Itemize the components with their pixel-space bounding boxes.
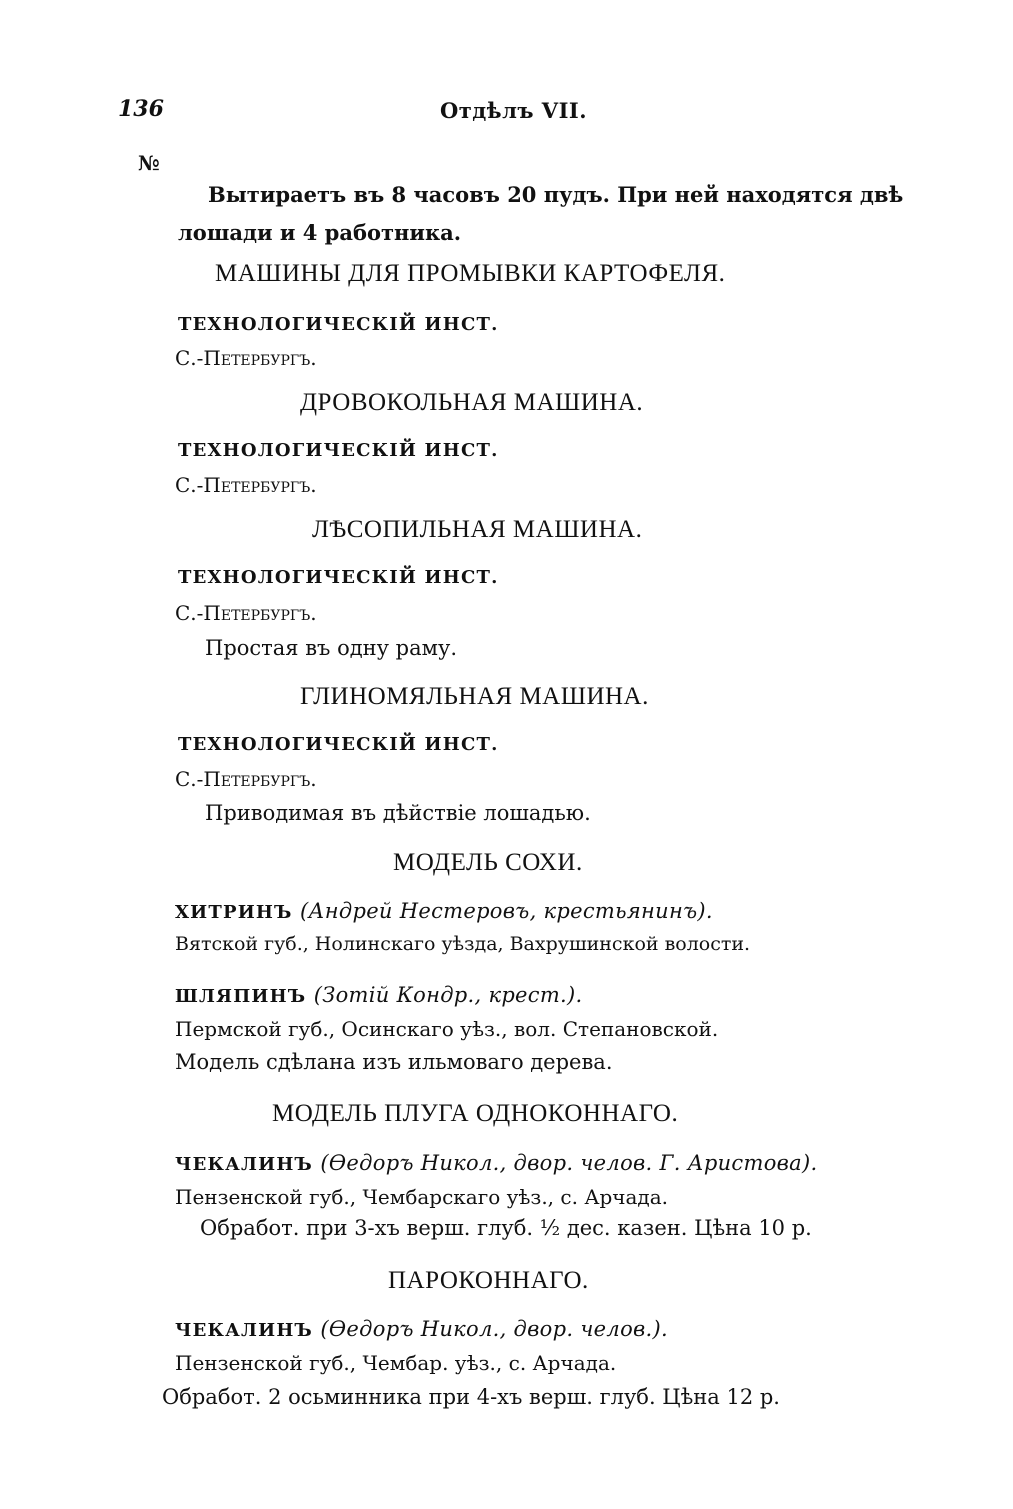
exhibitor-name: ТЕХНОЛОГИЧЕСКІЙ ИНСТ.	[178, 440, 499, 461]
exhibitor-location: Пензенской губ., Чембар. уѣз., с. Арчада.	[175, 1351, 617, 1375]
item-description: Модель сдѣлана изъ ильмоваго дерева.	[175, 1050, 613, 1074]
number-sign: №	[138, 151, 160, 175]
heading-clay-mixing: ГЛИНОМЯЛЬНАЯ МАШИНА.	[300, 683, 649, 710]
heading-wood-splitting: ДРОВОКОЛЬНАЯ МАШИНА.	[300, 389, 644, 416]
exhibitor-location: С.-Петербургъ.	[175, 767, 317, 791]
exhibitor-entry	[175, 901, 713, 922]
exhibitor-name: ШЛЯПИНЪ	[175, 986, 307, 1007]
continuation-text-line-2: лошади и 4 работника.	[178, 220, 462, 245]
heading-two-horse-plough: ПАРОКОННАГО.	[388, 1267, 589, 1294]
exhibitor-detail: (Өедоръ Никол., двор. челов.).	[320, 1317, 668, 1341]
heading-sokha-model: МОДЕЛЬ СОХИ.	[393, 849, 583, 876]
continuation-text-line-1: Вытираетъ въ 8 часовъ 20 пудъ. При ней находятся двѣ	[208, 182, 904, 207]
exhibitor-location: С.-Петербургъ.	[175, 473, 317, 497]
exhibitor-location: С.-Петербургъ.	[175, 601, 317, 625]
exhibitor-location: С.-Петербургъ.	[175, 346, 317, 370]
exhibitor-name: ТЕХНОЛОГИЧЕСКІЙ ИНСТ.	[178, 567, 499, 588]
exhibitor-location: Вятской губ., Нолинскаго уѣзда, Вахрушинской волости.	[175, 933, 751, 955]
exhibitor-entry	[175, 1153, 817, 1174]
item-description: Обработ. 2 осьминника при 4-хъ верш. глуб. Цѣна 12 р.	[162, 1385, 780, 1409]
exhibitor-location: Пермской губ., Осинскаго уѣз., вол. Степановской.	[175, 1017, 719, 1041]
exhibitor-name: ТЕХНОЛОГИЧЕСКІЙ ИНСТ.	[178, 734, 499, 755]
exhibitor-name: ХИТРИНЪ	[175, 902, 293, 923]
heading-sawmill: ЛѢСОПИЛЬНАЯ МАШИНА.	[312, 516, 643, 543]
heading-one-horse-plough: МОДЕЛЬ ПЛУГА ОДНОКОННАГО.	[272, 1100, 679, 1127]
item-description: Обработ. при 3-хъ верш. глуб. ½ дес. казен. Цѣна 10 р.	[200, 1216, 812, 1240]
item-description: Простая въ одну раму.	[205, 636, 458, 660]
section-title: Отдѣлъ VII.	[440, 98, 588, 123]
exhibitor-name: ЧЕКАЛИНЪ	[175, 1320, 313, 1341]
exhibitor-location: Пензенской губ., Чембарскаго уѣз., с. Арчада.	[175, 1185, 669, 1209]
exhibitor-entry	[175, 1319, 668, 1340]
exhibitor-detail: (Зотій Кондр., крест.).	[313, 983, 583, 1007]
exhibitor-name: ЧЕКАЛИНЪ	[175, 1154, 313, 1175]
exhibitor-detail: (Өедоръ Никол., двор. челов. Г. Аристова).	[320, 1151, 818, 1175]
exhibitor-name: ТЕХНОЛОГИЧЕСКІЙ ИНСТ.	[178, 314, 499, 335]
heading-potato-washing: МАШИНЫ ДЛЯ ПРОМЫВКИ КАРТОФЕЛЯ.	[215, 260, 726, 287]
exhibitor-entry	[175, 985, 583, 1006]
page-number: 136	[118, 96, 164, 122]
exhibitor-detail: (Андрей Нестеровъ, крестьянинъ).	[300, 899, 713, 923]
item-description: Приводимая въ дѣйствіе лошадью.	[205, 801, 591, 825]
